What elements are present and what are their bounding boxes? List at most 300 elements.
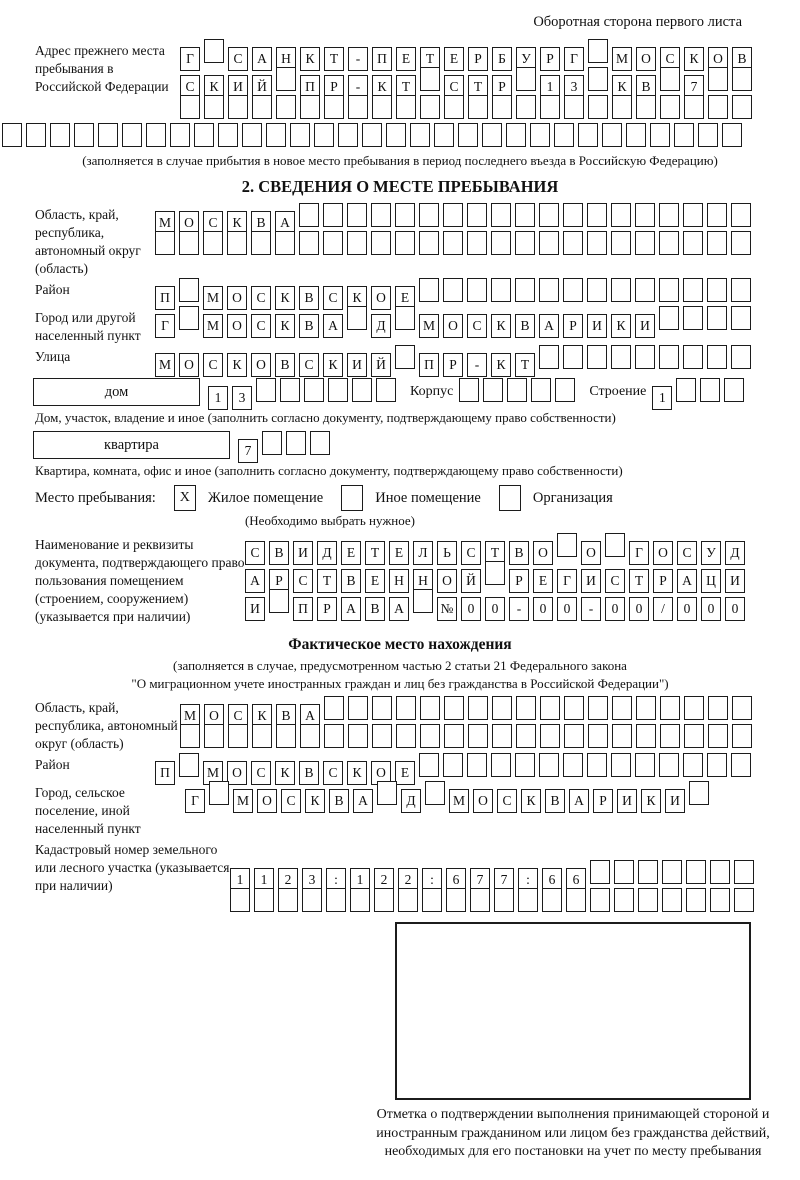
char-cell[interactable]: 3	[302, 868, 322, 892]
char-cell[interactable]: Т	[468, 75, 488, 99]
char-cell[interactable]	[707, 753, 727, 777]
char-cell[interactable]: П	[372, 47, 392, 71]
char-cell[interactable]: 3	[232, 386, 252, 410]
char-cell[interactable]	[420, 696, 440, 720]
char-cell[interactable]: А	[323, 314, 343, 338]
char-cell[interactable]: 2	[278, 868, 298, 892]
char-cell[interactable]	[614, 860, 634, 884]
char-cell[interactable]: С	[251, 286, 271, 310]
char-cell[interactable]: Г	[557, 569, 577, 593]
char-cell[interactable]	[689, 781, 709, 805]
char-cell[interactable]	[314, 123, 334, 147]
char-cell[interactable]: С	[203, 211, 223, 235]
char-cell[interactable]: С	[299, 353, 319, 377]
char-cell[interactable]: И	[228, 75, 248, 99]
char-cell[interactable]: К	[323, 353, 343, 377]
char-cell[interactable]: К	[204, 75, 224, 99]
char-cell[interactable]	[300, 95, 320, 119]
char-cell[interactable]: О	[581, 541, 601, 565]
char-cell[interactable]	[707, 203, 727, 227]
char-cell[interactable]	[659, 306, 679, 330]
char-cell[interactable]	[731, 345, 751, 369]
confirmation-stamp-box[interactable]	[395, 922, 751, 1100]
char-cell[interactable]: К	[227, 211, 247, 235]
char-cell[interactable]	[396, 696, 416, 720]
char-cell[interactable]: В	[732, 47, 752, 71]
char-cell[interactable]: О	[371, 286, 391, 310]
char-cell[interactable]	[347, 203, 367, 227]
char-cell[interactable]: О	[204, 704, 224, 728]
char-cell[interactable]	[635, 278, 655, 302]
char-cell[interactable]: 1	[652, 386, 672, 410]
char-cell[interactable]	[242, 123, 262, 147]
char-cell[interactable]	[180, 95, 200, 119]
char-cell[interactable]: К	[300, 47, 320, 71]
char-cell[interactable]	[564, 724, 584, 748]
char-cell[interactable]: П	[419, 353, 439, 377]
char-cell[interactable]	[420, 95, 440, 119]
char-cell[interactable]: Г	[180, 47, 200, 71]
char-cell[interactable]: И	[725, 569, 745, 593]
char-cell[interactable]	[468, 95, 488, 119]
char-cell[interactable]	[540, 696, 560, 720]
char-cell[interactable]: 7	[494, 868, 514, 892]
char-cell[interactable]	[299, 203, 319, 227]
char-cell[interactable]: У	[701, 541, 721, 565]
char-cell[interactable]	[515, 753, 535, 777]
char-cell[interactable]: А	[539, 314, 559, 338]
char-cell[interactable]	[564, 95, 584, 119]
char-cell[interactable]	[269, 589, 289, 613]
char-cell[interactable]	[578, 123, 598, 147]
char-cell[interactable]: В	[509, 541, 529, 565]
char-cell[interactable]	[686, 860, 706, 884]
char-cell[interactable]: Р	[443, 353, 463, 377]
char-cell[interactable]	[539, 231, 559, 255]
char-cell[interactable]	[686, 888, 706, 912]
char-cell[interactable]	[230, 888, 250, 912]
char-cell[interactable]: К	[275, 761, 295, 785]
char-cell[interactable]: В	[329, 789, 349, 813]
char-cell[interactable]: К	[347, 286, 367, 310]
char-cell[interactable]	[467, 753, 487, 777]
char-cell[interactable]: 2	[374, 868, 394, 892]
char-cell[interactable]: -	[348, 47, 368, 71]
char-cell[interactable]: К	[227, 353, 247, 377]
char-cell[interactable]: И	[245, 597, 265, 621]
char-cell[interactable]	[731, 306, 751, 330]
char-cell[interactable]	[252, 95, 272, 119]
char-cell[interactable]	[605, 533, 625, 557]
char-cell[interactable]	[539, 753, 559, 777]
char-cell[interactable]	[731, 278, 751, 302]
char-cell[interactable]	[352, 378, 372, 402]
char-cell[interactable]: /	[653, 597, 673, 621]
char-cell[interactable]	[446, 888, 466, 912]
char-cell[interactable]	[444, 724, 464, 748]
char-cell[interactable]: А	[245, 569, 265, 593]
char-cell[interactable]	[371, 203, 391, 227]
char-cell[interactable]: Р	[540, 47, 560, 71]
char-cell[interactable]: О	[179, 353, 199, 377]
char-cell[interactable]	[347, 231, 367, 255]
char-cell[interactable]	[290, 123, 310, 147]
char-cell[interactable]: 6	[566, 868, 586, 892]
char-cell[interactable]: 1	[540, 75, 560, 99]
char-cell[interactable]: 0	[701, 597, 721, 621]
char-cell[interactable]: А	[275, 211, 295, 235]
char-cell[interactable]	[635, 203, 655, 227]
char-cell[interactable]	[491, 231, 511, 255]
char-cell[interactable]	[203, 231, 223, 255]
char-cell[interactable]	[204, 724, 224, 748]
char-cell[interactable]	[734, 860, 754, 884]
char-cell[interactable]: С	[228, 704, 248, 728]
char-cell[interactable]: 0	[533, 597, 553, 621]
char-cell[interactable]	[362, 123, 382, 147]
char-cell[interactable]	[515, 278, 535, 302]
char-cell[interactable]	[554, 123, 574, 147]
char-cell[interactable]	[602, 123, 622, 147]
char-cell[interactable]	[539, 278, 559, 302]
char-cell[interactable]	[707, 278, 727, 302]
char-cell[interactable]	[707, 306, 727, 330]
char-cell[interactable]	[638, 860, 658, 884]
char-cell[interactable]: К	[491, 314, 511, 338]
char-cell[interactable]: 0	[629, 597, 649, 621]
char-cell[interactable]	[492, 95, 512, 119]
char-cell[interactable]	[482, 123, 502, 147]
char-cell[interactable]	[638, 888, 658, 912]
char-cell[interactable]	[564, 696, 584, 720]
char-cell[interactable]: П	[155, 286, 175, 310]
char-cell[interactable]	[516, 724, 536, 748]
char-cell[interactable]: :	[518, 868, 538, 892]
char-cell[interactable]: А	[569, 789, 589, 813]
char-cell[interactable]	[722, 123, 742, 147]
char-cell[interactable]	[659, 203, 679, 227]
char-cell[interactable]: В	[299, 314, 319, 338]
char-cell[interactable]: И	[665, 789, 685, 813]
char-cell[interactable]	[420, 67, 440, 91]
char-cell[interactable]: 3	[564, 75, 584, 99]
char-cell[interactable]: -	[348, 75, 368, 99]
char-cell[interactable]: М	[180, 704, 200, 728]
char-cell[interactable]	[660, 696, 680, 720]
char-cell[interactable]: Т	[515, 353, 535, 377]
char-cell[interactable]: Р	[269, 569, 289, 593]
char-cell[interactable]: Т	[324, 47, 344, 71]
char-cell[interactable]: -	[467, 353, 487, 377]
char-cell[interactable]: В	[545, 789, 565, 813]
char-cell[interactable]	[635, 753, 655, 777]
char-cell[interactable]	[324, 95, 344, 119]
char-cell[interactable]	[724, 378, 744, 402]
char-cell[interactable]	[146, 123, 166, 147]
char-cell[interactable]: И	[581, 569, 601, 593]
char-cell[interactable]: О	[653, 541, 673, 565]
char-cell[interactable]	[278, 888, 298, 912]
char-cell[interactable]	[506, 123, 526, 147]
char-cell[interactable]: В	[251, 211, 271, 235]
char-cell[interactable]	[530, 123, 550, 147]
char-cell[interactable]	[531, 378, 551, 402]
char-cell[interactable]	[611, 203, 631, 227]
char-cell[interactable]: О	[227, 286, 247, 310]
char-cell[interactable]: А	[300, 704, 320, 728]
char-cell[interactable]: Н	[389, 569, 409, 593]
char-cell[interactable]: С	[281, 789, 301, 813]
char-cell[interactable]: 6	[542, 868, 562, 892]
char-cell[interactable]	[444, 95, 464, 119]
char-cell[interactable]	[676, 378, 696, 402]
char-cell[interactable]	[698, 123, 718, 147]
char-cell[interactable]: 7	[684, 75, 704, 99]
char-cell[interactable]: 0	[725, 597, 745, 621]
char-cell[interactable]	[300, 724, 320, 748]
char-cell[interactable]: Г	[629, 541, 649, 565]
char-cell[interactable]	[636, 696, 656, 720]
char-cell[interactable]: И	[293, 541, 313, 565]
char-cell[interactable]: К	[275, 286, 295, 310]
char-cell[interactable]: В	[636, 75, 656, 99]
char-cell[interactable]	[266, 123, 286, 147]
char-cell[interactable]	[612, 696, 632, 720]
char-cell[interactable]	[444, 696, 464, 720]
char-cell[interactable]	[395, 203, 415, 227]
char-cell[interactable]	[588, 696, 608, 720]
char-cell[interactable]: П	[155, 761, 175, 785]
char-cell[interactable]: С	[293, 569, 313, 593]
char-cell[interactable]: М	[449, 789, 469, 813]
char-cell[interactable]: 0	[557, 597, 577, 621]
char-cell[interactable]	[707, 231, 727, 255]
char-cell[interactable]	[372, 696, 392, 720]
char-cell[interactable]: 0	[485, 597, 505, 621]
char-cell[interactable]: В	[299, 286, 319, 310]
char-cell[interactable]	[650, 123, 670, 147]
char-cell[interactable]	[611, 231, 631, 255]
char-cell[interactable]: Е	[533, 569, 553, 593]
char-cell[interactable]	[612, 724, 632, 748]
char-cell[interactable]	[122, 123, 142, 147]
char-cell[interactable]	[614, 888, 634, 912]
char-cell[interactable]: И	[617, 789, 637, 813]
char-cell[interactable]	[734, 888, 754, 912]
char-cell[interactable]	[348, 724, 368, 748]
char-cell[interactable]	[732, 696, 752, 720]
char-cell[interactable]	[684, 696, 704, 720]
char-cell[interactable]: Л	[413, 541, 433, 565]
char-cell[interactable]	[557, 533, 577, 557]
char-cell[interactable]	[662, 860, 682, 884]
char-cell[interactable]: С	[323, 286, 343, 310]
char-cell[interactable]: Ц	[701, 569, 721, 593]
char-cell[interactable]	[256, 378, 276, 402]
char-cell[interactable]: О	[227, 761, 247, 785]
char-cell[interactable]	[563, 345, 583, 369]
char-cell[interactable]: К	[347, 761, 367, 785]
char-cell[interactable]: И	[347, 353, 367, 377]
char-cell[interactable]	[434, 123, 454, 147]
char-cell[interactable]: К	[684, 47, 704, 71]
char-cell[interactable]	[348, 696, 368, 720]
char-cell[interactable]	[492, 724, 512, 748]
char-cell[interactable]	[636, 95, 656, 119]
char-cell[interactable]: М	[155, 211, 175, 235]
char-cell[interactable]: О	[227, 314, 247, 338]
char-cell[interactable]: С	[180, 75, 200, 99]
char-cell[interactable]: О	[179, 211, 199, 235]
char-cell[interactable]	[299, 231, 319, 255]
char-cell[interactable]	[542, 888, 562, 912]
house-type-box[interactable]: дом	[33, 378, 200, 406]
char-cell[interactable]	[492, 696, 512, 720]
char-cell[interactable]	[732, 95, 752, 119]
char-cell[interactable]: Й	[461, 569, 481, 593]
char-cell[interactable]	[228, 724, 248, 748]
char-cell[interactable]	[459, 378, 479, 402]
char-cell[interactable]	[588, 724, 608, 748]
char-cell[interactable]: Е	[395, 286, 415, 310]
char-cell[interactable]: М	[155, 353, 175, 377]
char-cell[interactable]: Д	[401, 789, 421, 813]
char-cell[interactable]	[467, 278, 487, 302]
char-cell[interactable]: Р	[492, 75, 512, 99]
char-cell[interactable]: К	[372, 75, 392, 99]
char-cell[interactable]: А	[677, 569, 697, 593]
char-cell[interactable]	[708, 95, 728, 119]
stay-type-checkbox-organization[interactable]	[499, 485, 521, 511]
char-cell[interactable]	[660, 724, 680, 748]
char-cell[interactable]	[372, 724, 392, 748]
char-cell[interactable]: А	[389, 597, 409, 621]
char-cell[interactable]	[494, 888, 514, 912]
char-cell[interactable]	[635, 345, 655, 369]
char-cell[interactable]	[683, 231, 703, 255]
char-cell[interactable]: О	[437, 569, 457, 593]
char-cell[interactable]	[252, 724, 272, 748]
char-cell[interactable]	[338, 123, 358, 147]
char-cell[interactable]: К	[521, 789, 541, 813]
char-cell[interactable]	[323, 231, 343, 255]
char-cell[interactable]	[251, 231, 271, 255]
char-cell[interactable]	[413, 589, 433, 613]
char-cell[interactable]	[588, 95, 608, 119]
char-cell[interactable]: К	[611, 314, 631, 338]
char-cell[interactable]	[228, 95, 248, 119]
char-cell[interactable]: Н	[413, 569, 433, 593]
char-cell[interactable]: С	[251, 761, 271, 785]
char-cell[interactable]: С	[677, 541, 697, 565]
char-cell[interactable]	[612, 95, 632, 119]
char-cell[interactable]	[395, 306, 415, 330]
char-cell[interactable]: Р	[653, 569, 673, 593]
char-cell[interactable]	[590, 860, 610, 884]
char-cell[interactable]: М	[203, 761, 223, 785]
char-cell[interactable]: :	[422, 868, 442, 892]
char-cell[interactable]	[467, 231, 487, 255]
char-cell[interactable]	[507, 378, 527, 402]
char-cell[interactable]	[659, 278, 679, 302]
char-cell[interactable]: С	[467, 314, 487, 338]
char-cell[interactable]	[377, 781, 397, 805]
char-cell[interactable]	[659, 345, 679, 369]
char-cell[interactable]	[410, 123, 430, 147]
char-cell[interactable]	[684, 724, 704, 748]
char-cell[interactable]	[566, 888, 586, 912]
char-cell[interactable]	[170, 123, 190, 147]
char-cell[interactable]: 1	[254, 868, 274, 892]
char-cell[interactable]	[710, 860, 730, 884]
char-cell[interactable]	[588, 39, 608, 63]
char-cell[interactable]: Й	[371, 353, 391, 377]
char-cell[interactable]: 0	[677, 597, 697, 621]
char-cell[interactable]: Д	[317, 541, 337, 565]
char-cell[interactable]	[707, 345, 727, 369]
char-cell[interactable]: Р	[324, 75, 344, 99]
char-cell[interactable]	[218, 123, 238, 147]
char-cell[interactable]: Е	[395, 761, 415, 785]
char-cell[interactable]	[326, 888, 346, 912]
char-cell[interactable]: Ь	[437, 541, 457, 565]
char-cell[interactable]: П	[300, 75, 320, 99]
char-cell[interactable]	[590, 888, 610, 912]
char-cell[interactable]	[587, 203, 607, 227]
char-cell[interactable]: М	[233, 789, 253, 813]
char-cell[interactable]	[443, 278, 463, 302]
char-cell[interactable]	[194, 123, 214, 147]
char-cell[interactable]	[491, 203, 511, 227]
char-cell[interactable]	[587, 345, 607, 369]
char-cell[interactable]	[683, 278, 703, 302]
char-cell[interactable]	[276, 724, 296, 748]
char-cell[interactable]	[660, 67, 680, 91]
char-cell[interactable]	[420, 724, 440, 748]
char-cell[interactable]	[515, 203, 535, 227]
char-cell[interactable]	[626, 123, 646, 147]
char-cell[interactable]: В	[515, 314, 535, 338]
char-cell[interactable]: В	[269, 541, 289, 565]
char-cell[interactable]	[516, 95, 536, 119]
char-cell[interactable]	[443, 203, 463, 227]
char-cell[interactable]: К	[491, 353, 511, 377]
char-cell[interactable]	[227, 231, 247, 255]
char-cell[interactable]: 0	[605, 597, 625, 621]
char-cell[interactable]	[374, 888, 394, 912]
char-cell[interactable]: Д	[371, 314, 391, 338]
char-cell[interactable]	[74, 123, 94, 147]
char-cell[interactable]: Й	[252, 75, 272, 99]
char-cell[interactable]	[398, 888, 418, 912]
char-cell[interactable]: О	[636, 47, 656, 71]
char-cell[interactable]: Т	[420, 47, 440, 71]
char-cell[interactable]: 1	[208, 386, 228, 410]
char-cell[interactable]	[611, 345, 631, 369]
char-cell[interactable]	[635, 231, 655, 255]
char-cell[interactable]	[395, 231, 415, 255]
char-cell[interactable]	[708, 696, 728, 720]
char-cell[interactable]: Т	[629, 569, 649, 593]
char-cell[interactable]: 1	[230, 868, 250, 892]
char-cell[interactable]	[659, 231, 679, 255]
char-cell[interactable]	[587, 753, 607, 777]
char-cell[interactable]	[540, 724, 560, 748]
char-cell[interactable]	[209, 781, 229, 805]
char-cell[interactable]	[563, 278, 583, 302]
char-cell[interactable]: О	[473, 789, 493, 813]
char-cell[interactable]	[179, 753, 199, 777]
